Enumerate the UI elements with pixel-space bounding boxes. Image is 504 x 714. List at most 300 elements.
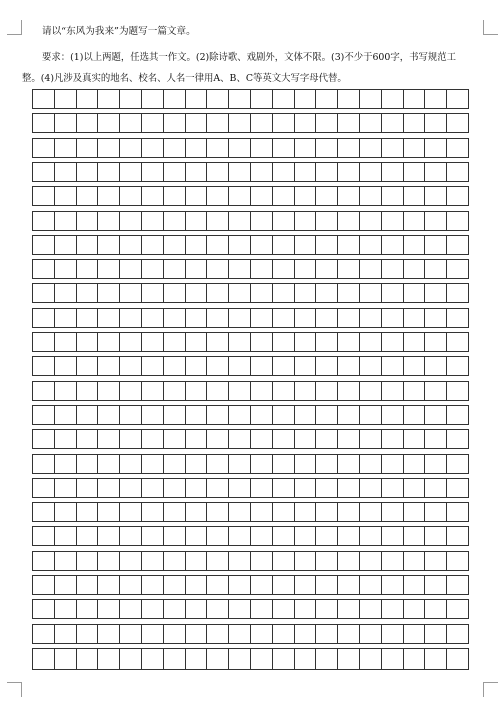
grid-cell[interactable] [229,649,251,669]
grid-cell[interactable] [316,503,338,521]
grid-cell[interactable] [98,552,120,570]
grid-cell[interactable] [360,503,382,521]
grid-cell[interactable] [55,455,77,473]
grid-cell[interactable] [251,333,273,351]
grid-cell[interactable] [425,212,447,230]
grid-cell[interactable] [382,90,404,108]
grid-cell[interactable] [207,284,229,302]
grid-cell[interactable] [425,649,447,669]
grid-cell[interactable] [33,649,55,669]
grid-cell[interactable] [33,187,55,205]
grid-cell[interactable] [120,309,142,327]
grid-cell[interactable] [229,552,251,570]
grid-cell[interactable] [338,430,360,448]
grid-cell[interactable] [142,236,164,254]
grid-cell[interactable] [382,600,404,618]
grid-cell[interactable] [425,187,447,205]
grid-cell[interactable] [251,649,273,669]
grid-cell[interactable] [33,90,55,108]
grid-cell[interactable] [164,212,186,230]
grid-cell[interactable] [229,406,251,424]
grid-cell[interactable] [55,333,77,351]
grid-cell[interactable] [316,430,338,448]
grid-cell[interactable] [120,212,142,230]
grid-cell[interactable] [120,576,142,594]
grid-cell[interactable] [142,212,164,230]
grid-cell[interactable] [164,187,186,205]
grid-cell[interactable] [120,406,142,424]
grid-cell[interactable] [251,430,273,448]
grid-cell[interactable] [382,649,404,669]
grid-cell[interactable] [295,649,317,669]
grid-cell[interactable] [404,479,426,497]
grid-cell[interactable] [295,284,317,302]
grid-cell[interactable] [382,333,404,351]
grid-cell[interactable] [338,309,360,327]
grid-cell[interactable] [251,455,273,473]
grid-cell[interactable] [447,260,468,278]
grid-cell[interactable] [120,163,142,181]
grid-cell[interactable] [316,357,338,375]
grid-cell[interactable] [425,479,447,497]
grid-cell[interactable] [98,114,120,132]
grid-cell[interactable] [273,382,295,400]
writing-grid[interactable] [32,89,470,671]
grid-cell[interactable] [382,503,404,521]
grid-cell[interactable] [33,284,55,302]
grid-cell[interactable] [77,333,99,351]
grid-cell[interactable] [338,284,360,302]
grid-cell[interactable] [404,527,426,545]
grid-cell[interactable] [77,455,99,473]
grid-cell[interactable] [338,114,360,132]
grid-cell[interactable] [382,527,404,545]
grid-cell[interactable] [251,212,273,230]
grid-cell[interactable] [360,357,382,375]
grid-cell[interactable] [338,503,360,521]
grid-cell[interactable] [77,430,99,448]
grid-cell[interactable] [425,114,447,132]
grid-cell[interactable] [273,406,295,424]
grid-cell[interactable] [142,284,164,302]
grid-cell[interactable] [207,260,229,278]
grid-cell[interactable] [98,527,120,545]
grid-cell[interactable] [120,90,142,108]
grid-cell[interactable] [382,212,404,230]
grid-cell[interactable] [186,236,208,254]
grid-cell[interactable] [77,236,99,254]
grid-cell[interactable] [229,284,251,302]
grid-cell[interactable] [295,333,317,351]
grid-cell[interactable] [33,260,55,278]
grid-cell[interactable] [273,187,295,205]
grid-cell[interactable] [120,357,142,375]
grid-cell[interactable] [425,357,447,375]
grid-cell[interactable] [77,503,99,521]
grid-cell[interactable] [186,430,208,448]
grid-cell[interactable] [251,114,273,132]
grid-cell[interactable] [98,187,120,205]
grid-cell[interactable] [295,139,317,157]
grid-cell[interactable] [447,503,468,521]
grid-cell[interactable] [295,260,317,278]
grid-cell[interactable] [425,139,447,157]
grid-cell[interactable] [251,527,273,545]
grid-cell[interactable] [360,260,382,278]
grid-cell[interactable] [55,139,77,157]
grid-cell[interactable] [229,260,251,278]
grid-cell[interactable] [425,552,447,570]
grid-cell[interactable] [404,576,426,594]
grid-cell[interactable] [120,284,142,302]
grid-cell[interactable] [273,309,295,327]
grid-cell[interactable] [98,139,120,157]
grid-cell[interactable] [404,163,426,181]
grid-cell[interactable] [295,406,317,424]
grid-cell[interactable] [55,90,77,108]
grid-cell[interactable] [77,260,99,278]
grid-cell[interactable] [229,357,251,375]
grid-cell[interactable] [273,503,295,521]
grid-cell[interactable] [98,333,120,351]
grid-cell[interactable] [338,357,360,375]
grid-cell[interactable] [273,430,295,448]
grid-cell[interactable] [404,552,426,570]
grid-cell[interactable] [447,187,468,205]
grid-cell[interactable] [77,527,99,545]
grid-cell[interactable] [207,163,229,181]
grid-cell[interactable] [404,430,426,448]
grid-cell[interactable] [33,503,55,521]
grid-cell[interactable] [273,527,295,545]
grid-cell[interactable] [120,527,142,545]
grid-cell[interactable] [77,212,99,230]
grid-cell[interactable] [33,357,55,375]
grid-cell[interactable] [316,382,338,400]
grid-cell[interactable] [425,333,447,351]
grid-cell[interactable] [295,479,317,497]
grid-cell[interactable] [120,625,142,643]
grid-cell[interactable] [186,600,208,618]
grid-cell[interactable] [295,309,317,327]
grid-cell[interactable] [142,430,164,448]
grid-cell[interactable] [316,625,338,643]
grid-cell[interactable] [77,163,99,181]
grid-cell[interactable] [316,649,338,669]
grid-cell[interactable] [338,139,360,157]
grid-cell[interactable] [382,236,404,254]
grid-cell[interactable] [164,236,186,254]
grid-cell[interactable] [338,382,360,400]
grid-cell[interactable] [77,309,99,327]
grid-cell[interactable] [142,503,164,521]
grid-cell[interactable] [229,187,251,205]
grid-cell[interactable] [382,357,404,375]
grid-cell[interactable] [142,455,164,473]
grid-cell[interactable] [251,503,273,521]
grid-cell[interactable] [229,625,251,643]
grid-cell[interactable] [229,236,251,254]
grid-cell[interactable] [77,576,99,594]
grid-cell[interactable] [142,139,164,157]
grid-cell[interactable] [295,600,317,618]
grid-cell[interactable] [404,625,426,643]
grid-cell[interactable] [251,382,273,400]
grid-cell[interactable] [447,236,468,254]
grid-cell[interactable] [77,600,99,618]
grid-cell[interactable] [404,406,426,424]
grid-cell[interactable] [207,649,229,669]
grid-cell[interactable] [295,576,317,594]
grid-cell[interactable] [338,406,360,424]
grid-cell[interactable] [404,309,426,327]
grid-cell[interactable] [120,260,142,278]
grid-cell[interactable] [98,90,120,108]
grid-cell[interactable] [338,333,360,351]
grid-cell[interactable] [164,163,186,181]
grid-cell[interactable] [273,552,295,570]
grid-cell[interactable] [164,309,186,327]
grid-cell[interactable] [186,503,208,521]
grid-cell[interactable] [229,382,251,400]
grid-cell[interactable] [295,163,317,181]
grid-cell[interactable] [207,212,229,230]
grid-cell[interactable] [447,552,468,570]
grid-cell[interactable] [273,114,295,132]
grid-cell[interactable] [316,576,338,594]
grid-cell[interactable] [447,309,468,327]
grid-cell[interactable] [55,479,77,497]
grid-cell[interactable] [98,236,120,254]
grid-cell[interactable] [360,430,382,448]
grid-cell[interactable] [425,406,447,424]
grid-cell[interactable] [360,284,382,302]
grid-cell[interactable] [382,260,404,278]
grid-cell[interactable] [186,406,208,424]
grid-cell[interactable] [186,527,208,545]
grid-cell[interactable] [404,260,426,278]
grid-cell[interactable] [316,236,338,254]
grid-cell[interactable] [55,260,77,278]
grid-cell[interactable] [77,649,99,669]
grid-cell[interactable] [98,503,120,521]
grid-cell[interactable] [33,309,55,327]
grid-cell[interactable] [295,552,317,570]
grid-cell[interactable] [447,382,468,400]
grid-cell[interactable] [382,576,404,594]
grid-cell[interactable] [447,430,468,448]
grid-cell[interactable] [360,309,382,327]
grid-cell[interactable] [164,333,186,351]
grid-cell[interactable] [229,455,251,473]
grid-cell[interactable] [186,357,208,375]
grid-cell[interactable] [295,187,317,205]
grid-cell[interactable] [338,625,360,643]
grid-cell[interactable] [382,430,404,448]
grid-cell[interactable] [229,503,251,521]
grid-cell[interactable] [338,552,360,570]
grid-cell[interactable] [142,382,164,400]
grid-cell[interactable] [120,479,142,497]
grid-cell[interactable] [120,333,142,351]
grid-cell[interactable] [382,309,404,327]
grid-cell[interactable] [229,333,251,351]
grid-cell[interactable] [229,527,251,545]
grid-cell[interactable] [425,576,447,594]
grid-cell[interactable] [164,284,186,302]
grid-cell[interactable] [186,576,208,594]
grid-cell[interactable] [447,406,468,424]
grid-cell[interactable] [229,139,251,157]
grid-cell[interactable] [251,284,273,302]
grid-cell[interactable] [164,576,186,594]
grid-cell[interactable] [338,260,360,278]
grid-cell[interactable] [360,406,382,424]
grid-cell[interactable] [77,479,99,497]
grid-cell[interactable] [77,114,99,132]
grid-cell[interactable] [98,357,120,375]
grid-cell[interactable] [360,455,382,473]
grid-cell[interactable] [120,139,142,157]
grid-cell[interactable] [207,114,229,132]
grid-cell[interactable] [447,600,468,618]
grid-cell[interactable] [404,139,426,157]
grid-cell[interactable] [229,430,251,448]
grid-cell[interactable] [425,527,447,545]
grid-cell[interactable] [55,187,77,205]
grid-cell[interactable] [447,527,468,545]
grid-cell[interactable] [142,163,164,181]
grid-cell[interactable] [316,114,338,132]
grid-cell[interactable] [295,625,317,643]
grid-cell[interactable] [316,309,338,327]
grid-cell[interactable] [316,479,338,497]
grid-cell[interactable] [382,382,404,400]
grid-cell[interactable] [360,90,382,108]
grid-cell[interactable] [120,430,142,448]
grid-cell[interactable] [251,309,273,327]
grid-cell[interactable] [295,212,317,230]
grid-cell[interactable] [207,625,229,643]
grid-cell[interactable] [186,90,208,108]
grid-cell[interactable] [186,625,208,643]
grid-cell[interactable] [77,552,99,570]
grid-cell[interactable] [142,260,164,278]
grid-cell[interactable] [186,552,208,570]
grid-cell[interactable] [404,333,426,351]
grid-cell[interactable] [120,187,142,205]
grid-cell[interactable] [251,139,273,157]
grid-cell[interactable] [142,625,164,643]
grid-cell[interactable] [251,357,273,375]
grid-cell[interactable] [186,139,208,157]
grid-cell[interactable] [186,187,208,205]
grid-cell[interactable] [207,357,229,375]
grid-cell[interactable] [207,309,229,327]
grid-cell[interactable] [207,406,229,424]
grid-cell[interactable] [142,309,164,327]
grid-cell[interactable] [77,406,99,424]
grid-cell[interactable] [251,479,273,497]
grid-cell[interactable] [229,114,251,132]
grid-cell[interactable] [98,163,120,181]
grid-cell[interactable] [447,212,468,230]
grid-cell[interactable] [164,382,186,400]
grid-cell[interactable] [77,187,99,205]
grid-cell[interactable] [229,309,251,327]
grid-cell[interactable] [164,139,186,157]
grid-cell[interactable] [120,455,142,473]
grid-cell[interactable] [338,212,360,230]
grid-cell[interactable] [164,357,186,375]
grid-cell[interactable] [425,600,447,618]
grid-cell[interactable] [273,163,295,181]
grid-cell[interactable] [207,455,229,473]
grid-cell[interactable] [273,600,295,618]
grid-cell[interactable] [404,649,426,669]
grid-cell[interactable] [142,357,164,375]
grid-cell[interactable] [447,163,468,181]
grid-cell[interactable] [404,503,426,521]
grid-cell[interactable] [207,90,229,108]
grid-cell[interactable] [404,236,426,254]
grid-cell[interactable] [186,114,208,132]
grid-cell[interactable] [360,187,382,205]
grid-cell[interactable] [251,90,273,108]
grid-cell[interactable] [338,236,360,254]
grid-cell[interactable] [207,552,229,570]
grid-cell[interactable] [425,90,447,108]
grid-cell[interactable] [207,600,229,618]
grid-cell[interactable] [186,260,208,278]
grid-cell[interactable] [164,260,186,278]
grid-cell[interactable] [77,625,99,643]
grid-cell[interactable] [164,600,186,618]
grid-cell[interactable] [77,284,99,302]
grid-cell[interactable] [164,430,186,448]
grid-cell[interactable] [360,139,382,157]
grid-cell[interactable] [55,527,77,545]
grid-cell[interactable] [33,430,55,448]
grid-cell[interactable] [207,333,229,351]
grid-cell[interactable] [33,552,55,570]
grid-cell[interactable] [98,309,120,327]
grid-cell[interactable] [186,284,208,302]
grid-cell[interactable] [338,576,360,594]
grid-cell[interactable] [273,236,295,254]
grid-cell[interactable] [382,479,404,497]
grid-cell[interactable] [404,382,426,400]
grid-cell[interactable] [98,649,120,669]
grid-cell[interactable] [295,503,317,521]
grid-cell[interactable] [98,625,120,643]
grid-cell[interactable] [55,236,77,254]
grid-cell[interactable] [98,430,120,448]
grid-cell[interactable] [251,625,273,643]
grid-cell[interactable] [77,357,99,375]
grid-cell[interactable] [295,357,317,375]
grid-cell[interactable] [98,600,120,618]
grid-cell[interactable] [273,649,295,669]
grid-cell[interactable] [33,625,55,643]
grid-cell[interactable] [360,333,382,351]
grid-cell[interactable] [55,552,77,570]
grid-cell[interactable] [55,357,77,375]
grid-cell[interactable] [207,236,229,254]
grid-cell[interactable] [382,455,404,473]
grid-cell[interactable] [229,90,251,108]
grid-cell[interactable] [295,236,317,254]
